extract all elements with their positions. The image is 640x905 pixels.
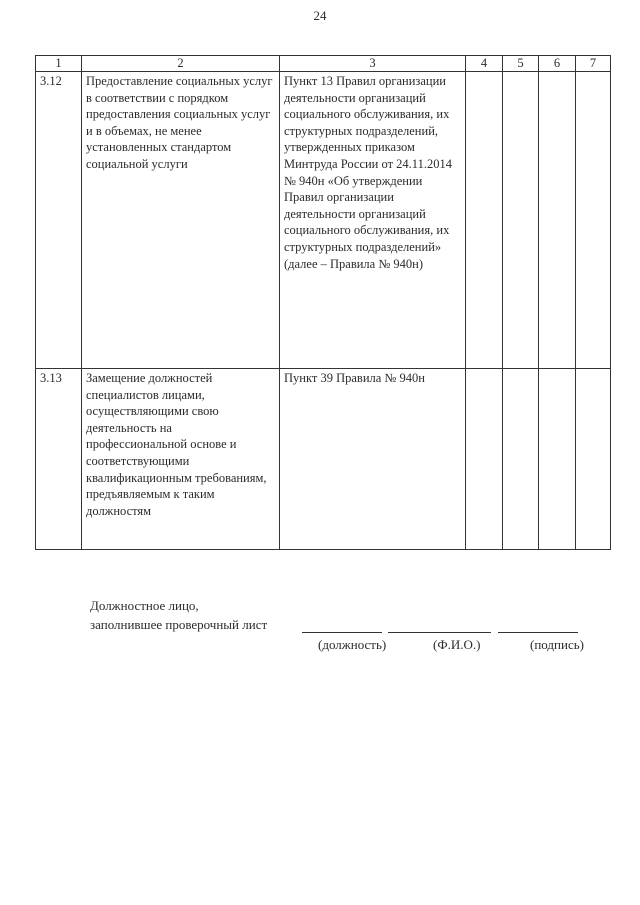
- column-header: 1: [36, 56, 82, 72]
- answer-cell: [466, 72, 503, 369]
- name-caption: (Ф.И.О.): [433, 637, 481, 652]
- reference-cell: Пункт 13 Правил организации деятельности организаций социального обслуживания, их структурных подразделений, утвержденных приказом Минтруда России от 24.11.2014 № 940н «Об утверждении Правил организации деятельности организаций социального обслуживания, их структурных подразделений» (далее – Правила № 940н): [280, 72, 466, 369]
- column-header: 3: [280, 56, 466, 72]
- column-header: 2: [82, 56, 280, 72]
- column-header: 7: [576, 56, 611, 72]
- requirement-cell: Предоставление социальных услуг в соответствии с порядком предоставления социальных услуг и в объемах, не менее установленных стандартом социальной услуги: [82, 72, 280, 369]
- row-number: 3.13: [36, 369, 82, 550]
- table-header-row: [36, 56, 611, 72]
- signature-line: [498, 632, 578, 633]
- answer-cell: [539, 72, 576, 369]
- answer-cell: [503, 369, 539, 550]
- answer-cell: [576, 72, 611, 369]
- reference-cell: Пункт 39 Правила № 940н: [280, 369, 466, 550]
- signature-block: [90, 596, 267, 634]
- column-header: 5: [503, 56, 539, 72]
- official-label: Должностное лицо,: [90, 598, 199, 613]
- answer-cell: [466, 369, 503, 550]
- table-row: [36, 369, 611, 550]
- signature-caption: (подпись): [530, 637, 584, 652]
- row-number: 3.12: [36, 72, 82, 369]
- checklist-table: [35, 55, 611, 550]
- column-header: 4: [466, 56, 503, 72]
- answer-cell: [503, 72, 539, 369]
- table-row: [36, 72, 611, 369]
- name-line: [388, 632, 491, 633]
- position-line: [302, 632, 382, 633]
- filled-by-label: заполнившее проверочный лист: [90, 617, 268, 632]
- answer-cell: [576, 369, 611, 550]
- column-header: 6: [539, 56, 576, 72]
- answer-cell: [539, 369, 576, 550]
- page-number: 24: [313, 8, 327, 23]
- requirement-cell: Замещение должностей специалистов лицами, осуществляющими свою деятельность на профессиональной основе и соответствующими квалификационным требованиям, предъявляемым к таким должностям: [82, 369, 280, 550]
- position-caption: (должность): [318, 637, 387, 652]
